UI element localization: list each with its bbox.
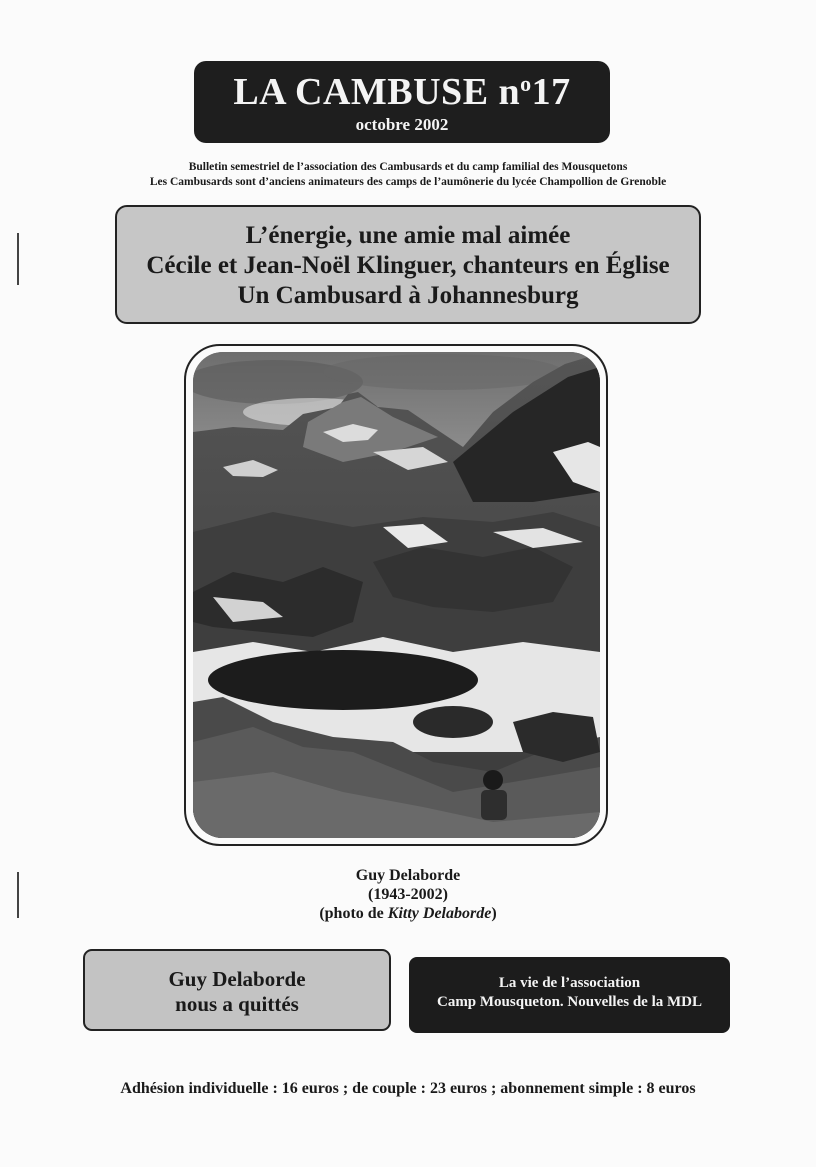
binding-mark-top — [17, 233, 19, 285]
headlines-box — [115, 205, 701, 324]
photo-credit-author: Kitty Delaborde — [387, 905, 492, 922]
bulletin-subtitle — [100, 160, 716, 190]
subtitle-line: Bulletin semestriel de l’association des Cambusards et du camp familial des Mousquetons — [188, 161, 628, 173]
tribute-line: Guy Delaborde — [168, 967, 306, 991]
caption-years: (1943-2002) — [368, 886, 448, 903]
mountain-lake-photo — [193, 352, 600, 838]
bulletin-title: LA CAMBUSE $n^o17$ — [233, 71, 571, 113]
caption-credit: (photo de Kitty Delaborde) — [319, 905, 497, 922]
headline-johannesburg: Un Cambusard à Johannesburg — [237, 282, 579, 309]
issue-date: octobre 2002 — [355, 115, 449, 134]
photo-illustration — [193, 352, 600, 838]
binding-mark-bottom — [17, 872, 19, 918]
membership-fees: Adhésion individuelle : 16 euros ; de couple : 23 euros ; abonnement simple : 8 euros — [120, 1080, 696, 1097]
subtitle-line: Les Cambusards sont d’anciens animateurs des camps de l’aumônerie du lycée Champollion de Grenoble — [149, 176, 667, 188]
masthead — [194, 61, 610, 143]
tribute-line: nous a quittés — [175, 992, 299, 1016]
headline-energy: L’énergie, une amie mal aimée — [245, 222, 571, 249]
tribute-box — [83, 949, 391, 1031]
association-line: La vie de l’association — [498, 975, 641, 991]
association-box — [409, 957, 730, 1033]
headline-klinguer: Cécile et Jean-Noël Klinguer, chanteurs en Église — [146, 252, 670, 279]
photo-caption — [250, 866, 566, 923]
caption-name: Guy Delaborde — [355, 867, 461, 884]
association-line: Camp Mousqueton. Nouvelles de la MDL — [436, 994, 702, 1010]
